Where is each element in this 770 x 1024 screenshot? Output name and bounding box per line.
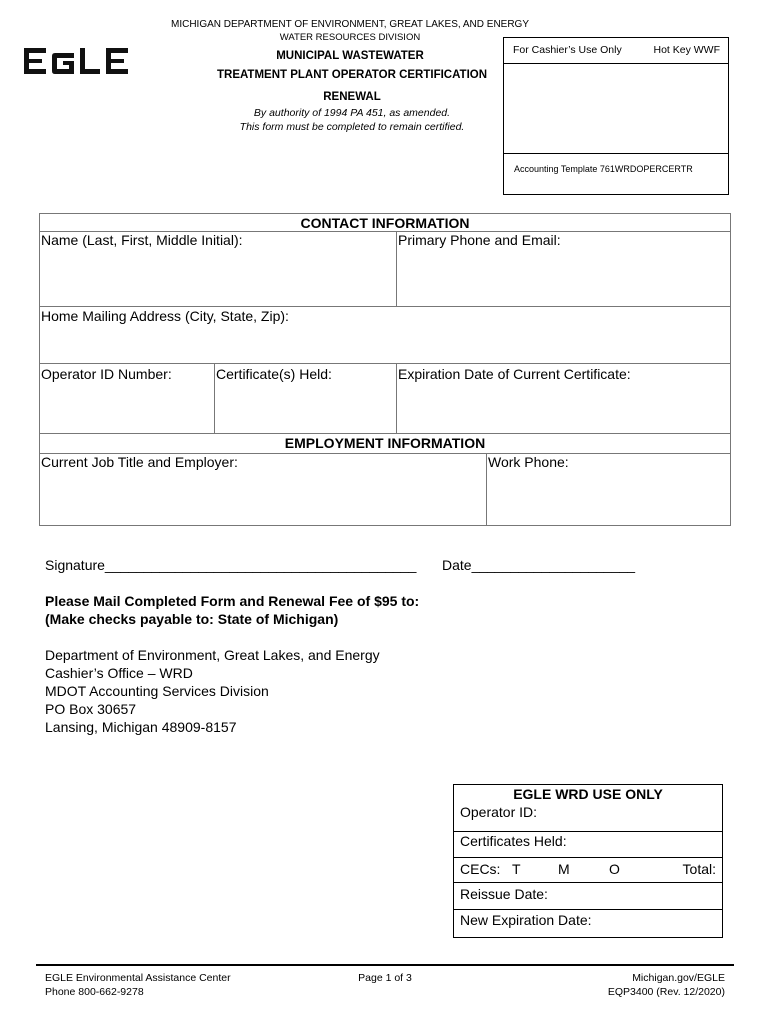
name-label: Name (Last, First, Middle Initial): (41, 232, 243, 248)
date-line[interactable]: Date_____________________ (442, 557, 636, 573)
job-employer-field[interactable] (40, 472, 486, 525)
page-number: Page 1 of 3 (358, 972, 412, 984)
certificates-field[interactable] (215, 384, 396, 433)
footer-rule (36, 964, 734, 966)
authority-note: By authority of 1994 PA 451, as amended. (253, 107, 451, 119)
payable-instruction: (Make checks payable to: State of Michigan) (45, 611, 339, 627)
office-cec-t: T (512, 861, 521, 877)
office-reissue-date: Reissue Date: (460, 886, 548, 902)
office-cec-total: Total: (682, 861, 716, 877)
website: Michigan.gov/EGLE (632, 972, 725, 984)
employment-section-title: EMPLOYMENT INFORMATION (40, 435, 730, 451)
office-use-title: EGLE WRD USE ONLY (513, 786, 663, 802)
accounting-template-label: Accounting Template 761WRDOPERCERTR (514, 164, 693, 174)
accounting-template (504, 153, 728, 195)
address-field[interactable] (40, 326, 730, 363)
contact-section-title: CONTACT INFORMATION (40, 215, 730, 231)
address-line: Cashier’s Office – WRD (45, 665, 193, 681)
footer-left (45, 971, 231, 999)
operator-id-label: Operator ID Number: (41, 366, 172, 382)
address-line: MDOT Accounting Services Division (45, 683, 269, 699)
mail-instruction: Please Mail Completed Form and Renewal Fee of $95 to: (45, 593, 420, 609)
work-phone-label: Work Phone: (488, 454, 569, 470)
address-line: Lansing, Michigan 48909-8157 (45, 719, 237, 735)
office-use-box (453, 784, 723, 938)
expiration-field[interactable] (397, 384, 731, 433)
office-new-expiration: New Expiration Date: (460, 912, 592, 928)
office-cecs: CECs: (460, 861, 501, 877)
work-phone-field[interactable] (487, 472, 731, 525)
center-phone: Phone 800-662-9278 (45, 986, 144, 998)
address-label: Home Mailing Address (City, State, Zip): (41, 308, 289, 324)
form-title-line3: RENEWAL (323, 91, 381, 103)
office-cec-o: O (609, 861, 620, 877)
cashier-label: For Cashier’s Use Only (513, 44, 622, 56)
division-name: WATER RESOURCES DIVISION (279, 32, 421, 43)
egle-logo (24, 44, 130, 78)
job-employer-label: Current Job Title and Employer: (41, 454, 238, 470)
form-title-line1: MUNICIPAL WASTEWATER (276, 50, 424, 62)
name-field[interactable] (40, 250, 396, 306)
expiration-label: Expiration Date of Current Certificate: (398, 366, 631, 382)
phone-email-label: Primary Phone and Email: (398, 232, 561, 248)
office-certificates: Certificates Held: (460, 833, 567, 849)
office-cec-m: M (558, 861, 570, 877)
form-id: EQP3400 (Rev. 12/2020) (607, 986, 725, 998)
completion-notice: This form must be completed to remain certified. (239, 121, 465, 133)
phone-email-field[interactable] (397, 250, 731, 306)
department-name: MICHIGAN DEPARTMENT OF ENVIRONMENT, GREAT LAKES, AND ENERGY (170, 19, 530, 30)
address-line: PO Box 30657 (45, 701, 137, 717)
center-name: EGLE Environmental Assistance Center (45, 972, 231, 984)
operator-id-field[interactable] (40, 384, 214, 433)
mailing-address (45, 646, 380, 736)
cashier-box (503, 37, 729, 195)
certificates-label: Certificate(s) Held: (216, 366, 332, 382)
address-line: Department of Environment, Great Lakes, and Energy (45, 647, 380, 663)
hotkey-label: Hot Key WWF (653, 44, 720, 56)
footer-right (608, 971, 725, 999)
office-operator-id: Operator ID: (460, 804, 538, 820)
form-title-line2: TREATMENT PLANT OPERATOR CERTIFICATION (216, 69, 488, 81)
signature-line[interactable]: Signature________________________________________ (45, 557, 417, 573)
cashier-header (504, 38, 728, 64)
contact-employment-form (39, 213, 731, 526)
